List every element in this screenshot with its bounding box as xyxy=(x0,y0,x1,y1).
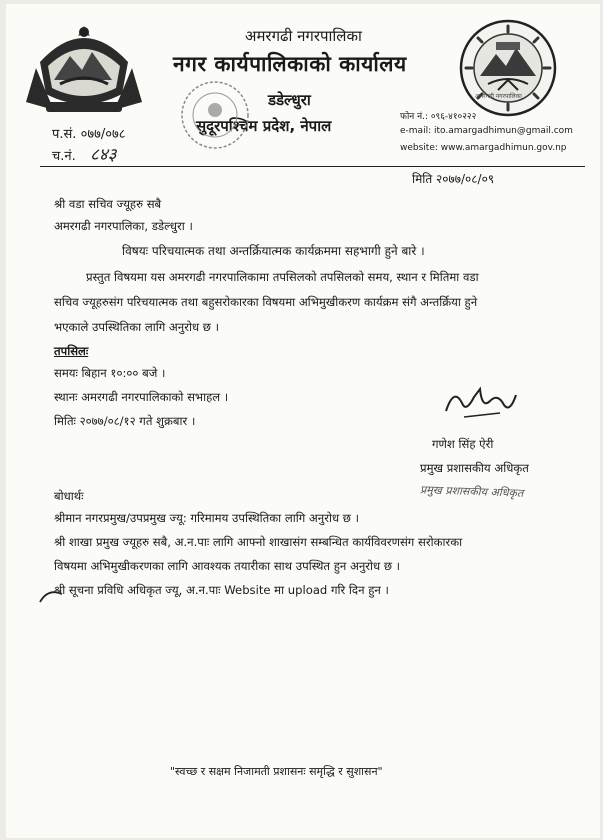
subject-line: विषयः परिचयात्मक तथा अन्तर्क्रियात्मक कार्यक्रममा सहभागी हुने बारे । xyxy=(122,244,425,258)
seal-text: अमरगढी नगरपालिका xyxy=(475,93,522,100)
recipient-line-1: श्री वडा सचिव ज्यूहरु सबै xyxy=(54,197,162,211)
details-heading: तपसिलः xyxy=(54,344,89,358)
letter-date: मिति २०७७/०८/०९ xyxy=(412,172,495,186)
office-name: नगर कार्यपालिकाको कार्यालय xyxy=(173,52,407,76)
body-line-2: सचिव ज्यूहरुसंग परिचयात्मक तथा बहुसरोकारका विषयमा अभिमुखीकरण कार्यक्रम संगै अन्तर्क्रिया हुने xyxy=(54,295,478,309)
municipality-seal-logo xyxy=(458,18,558,118)
signatory-stamp: प्रमुख प्रशासकीय अधिकृत xyxy=(419,483,524,500)
recipient-line-2: अमरगढी नगरपालिका, डडेल्धुरा । xyxy=(54,219,193,233)
municipality-name: अमरगढी नगरपालिका xyxy=(245,27,362,45)
phone-number: फोन नं.: ०९६-४१०२२२ xyxy=(400,112,477,122)
office-stamp xyxy=(178,78,252,152)
footer-slogan: "स्वच्छ र सक्षम निजामती प्रशासनः समृद्धि र सुशासन" xyxy=(170,765,383,778)
dispatch-number: ८४३ xyxy=(90,145,117,165)
cc-heading: बोधार्थः xyxy=(54,489,84,503)
email-address: e-mail: ito.amargadhimun@gmail.com xyxy=(400,126,573,136)
signatory-name: गणेश सिंह ऐरी xyxy=(432,437,494,451)
nepal-emblem-logo xyxy=(20,22,148,118)
handwritten-mark xyxy=(36,584,66,606)
body-line-1: प्रस्तुत विषयमा यस अमरगढी नगरपालिकामा तपसिलको तपसिलको समय, स्थान र मितिमा वडा xyxy=(86,270,479,284)
body-line-3: भएकाले उपस्थितिका लागि अनुरोध छ । xyxy=(54,320,219,334)
details-time: समयः बिहान १०:०० बजे । xyxy=(54,366,166,380)
cc-line-1: श्रीमान नगरप्रमुख/उपप्रमुख ज्यू: गरिमामय उपस्थितिका लागि अनुरोध छ । xyxy=(54,511,359,525)
website-address: website: www.amargadhimun.gov.np xyxy=(400,143,567,153)
reference-number: प.सं. ०७७/०७८ xyxy=(52,127,126,142)
cc-line-2: श्री शाखा प्रमुख ज्यूहरु सबै, अ.न.पाः लागि आफ्नो शाखासंग सम्बन्धित कार्यविवरणसंग सरोकारका xyxy=(54,535,463,549)
signature xyxy=(440,383,520,423)
cc-line-3: विषयमा अभिमुखीकरणका लागि आवश्यक तयारीका साथ उपस्थित हुन अनुरोध छ । xyxy=(54,559,401,573)
header-divider xyxy=(40,166,585,167)
province-name: सुदूरपश्चिम प्रदेश, नेपाल xyxy=(196,117,332,135)
signatory-title: प्रमुख प्रशासकीय अधिकृत xyxy=(420,461,529,475)
details-date: मितिः २०७७/०८/१२ गते शुक्रबार । xyxy=(54,414,196,428)
cc-line-4: श्री सूचना प्रविधि अधिकृत ज्यू, अ.न.पाः Website मा upload गरि दिन हुन । xyxy=(54,583,389,597)
details-place: स्थानः अमरगढी नगरपालिकाको सभाहल । xyxy=(54,390,229,404)
dispatch-label: च.नं. xyxy=(52,149,76,164)
district-name: डडेल्धुरा xyxy=(268,91,311,109)
